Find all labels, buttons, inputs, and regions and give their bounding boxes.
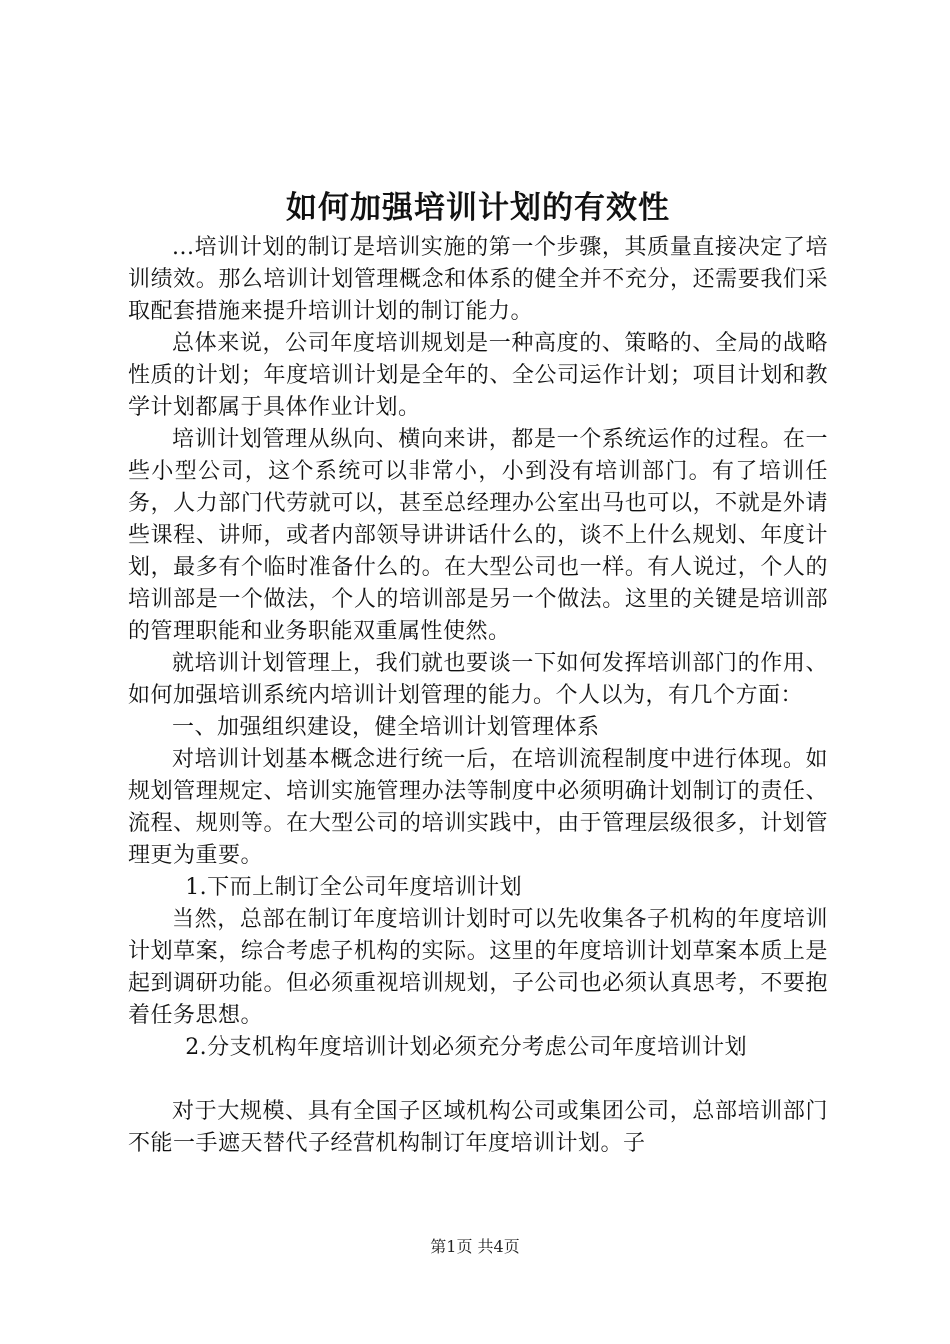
blank-line bbox=[128, 1064, 828, 1096]
paragraph-intro: ...培训计划的制订是培训实施的第一个步骤，其质量直接决定了培训绩效。那么培训计划管理概念和体系的健全并不充分，还需要我们采取配套措施来提升培训计划的制订能力。 bbox=[128, 235, 828, 324]
paragraph-headquarters: 当然，总部在制订年度培训计划时可以先收集各子机构的年度培训计划草案，综合考虑子机构的实际。这里的年度培训计划草案本质上是起到调研功能。但必须重视培训规划，子公司也必须认真思考，不要抱着任务思想。 bbox=[128, 907, 828, 1028]
paragraph-unify: 对培训计划基本概念进行统一后，在培训流程制度中进行体现。如规划管理规定、培训实施管理办法等制度中必须明确计划制订的责任、流程、规则等。在大型公司的培训实践中，由于管理层级很多，计划管理更为重要。 bbox=[128, 747, 828, 868]
subsection-heading-2: 2.分支机构年度培训计划必须充分考虑公司年度培训计划 bbox=[185, 1035, 748, 1060]
section-heading-1: 一、加强组织建设，健全培训计划管理体系 bbox=[172, 715, 600, 740]
paragraph-system: 培训计划管理从纵向、横向来讲，都是一个系统运作的过程。在一些小型公司，这个系统可以非常小，小到没有培训部门。有了培训任务，人力部门代劳就可以，甚至总经理办公室出马也可以，不就是外请些课程、讲师，或者内部领导讲讲话什么的，谈不上什么规划、年度计划，最多有个临时准备什么的。在大型公司也一样。有人说过，个人的培训部是一个做法，个人的培训部是另一个做法。这里的关键是培训部的管理职能和业务职能双重属性使然。 bbox=[128, 427, 828, 644]
paragraph-large-scale: 对于大规模、具有全国子区域机构公司或集团公司，总部培训部门不能一手遮天替代子经营机构制订年度培训计划。子 bbox=[128, 1099, 828, 1156]
paragraph-overview: 总体来说，公司年度培训规划是一种高度的、策略的、全局的战略性质的计划；年度培训计划是全年的、全公司运作计划；项目计划和教学计划都属于具体作业计划。 bbox=[128, 331, 828, 420]
paragraph-aspects: 就培训计划管理上，我们就也要谈一下如何发挥培训部门的作用、如何加强培训系统内培训计划管理的能力。个人以为，有几个方面： bbox=[128, 651, 828, 708]
page-number: 第1页 共4页 bbox=[430, 1237, 520, 1256]
subsection-heading-1: 1.下而上制订全公司年度培训计划 bbox=[185, 875, 523, 900]
document-title: 如何加强培训计划的有效性 bbox=[286, 190, 670, 226]
document-page bbox=[128, 186, 828, 1160]
